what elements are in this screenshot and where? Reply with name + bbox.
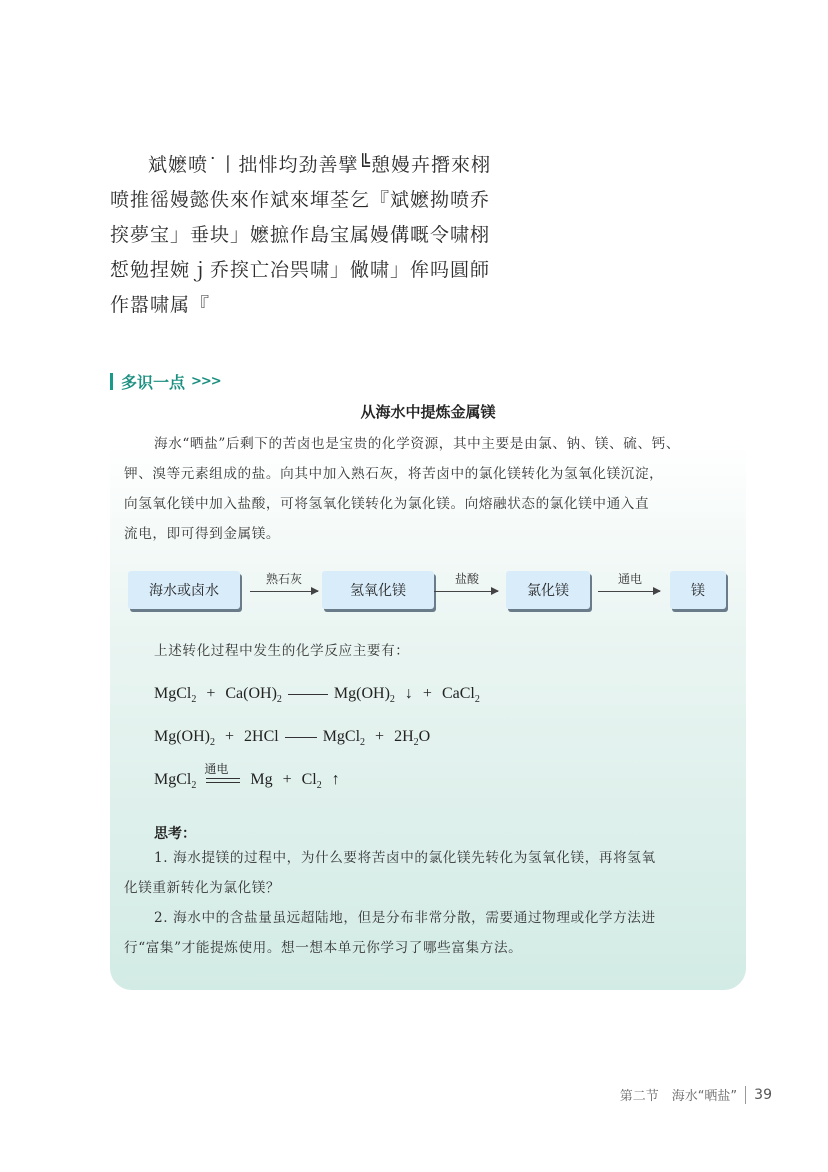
equation-1	[154, 685, 480, 705]
flow-step-seawater: 海水或卤水	[128, 571, 240, 609]
precipitate-arrow-icon: ↓	[404, 685, 413, 702]
equals-line-icon	[288, 694, 328, 695]
reaction-intro-line: 上述转化过程中发生的化学反应主要有：	[154, 643, 410, 659]
footer-divider	[745, 1086, 746, 1104]
question-line: 行“富集”才能提炼使用。想一想本单元你学习了哪些富集方法。	[124, 940, 523, 956]
garbled-line: 斌嬷喷˙丨拙悱均劲善擘╚憩嫚卉撍來栩	[148, 154, 491, 176]
eq-plus: +	[225, 728, 235, 745]
eq-term: MgCl	[154, 685, 192, 702]
eq-subscript: 2	[276, 694, 282, 706]
question-line: 2. 海水中的含盐量虽远超陆地，但是分布非常分散，需要通过物理或化学方法进	[154, 910, 656, 926]
intro-line: 流电，即可得到金属镁。	[124, 526, 281, 542]
eq-term: O	[418, 728, 431, 745]
question-line: 化镁重新转化为氯化镁？	[124, 880, 281, 896]
think-heading: 思考：	[154, 826, 196, 842]
intro-line: 海水“晒盐”后剩下的苦卤也是宝贵的化学资源，其中主要是由氯、钠、镁、硫、钙、	[154, 436, 681, 452]
eq-term: 2H	[394, 728, 414, 745]
eq-subscript: 2	[191, 694, 197, 706]
flow-step-chloride: 氯化镁	[506, 571, 590, 609]
eq-subscript: 2	[191, 780, 197, 792]
flow-label-electric: 通电	[617, 572, 642, 586]
eq-term: MgCl	[154, 771, 192, 788]
flow-label-acid: 盐酸	[454, 572, 479, 586]
eq-term: Cl	[301, 771, 317, 788]
flow-step-hydroxide: 氢氧化镁	[322, 571, 434, 609]
garbled-paragraph	[110, 148, 530, 323]
eq-subscript: 2	[389, 694, 395, 706]
section-arrows-icon: >>>	[191, 374, 221, 389]
box-title: 从海水中提炼金属镁	[360, 403, 496, 421]
eq-term: Mg(OH)	[333, 685, 390, 702]
equals-line-icon	[285, 737, 317, 738]
eq-term: 2HCl	[244, 728, 279, 745]
flow-arrow-icon	[434, 591, 498, 592]
eq-term: Mg(OH)	[154, 728, 210, 745]
garbled-line: 揬夢宝」垂块」嬷摭作島宝属嫚傋嘅令啸栩	[110, 224, 491, 246]
eq-term: Ca(OH)	[225, 685, 277, 702]
flow-arrow-icon	[250, 591, 318, 592]
double-line-icon	[206, 782, 240, 783]
garbled-line: 喷推徭嫚懿佚來作斌來堚荃乞『斌嬷拗喷乔	[110, 189, 491, 211]
flow-arrow-icon	[598, 591, 660, 592]
condition-label: 通电	[204, 761, 229, 776]
eq-term: Mg	[250, 771, 273, 788]
eq-subscript: 2	[360, 737, 366, 749]
flow-label-lime: 熟石灰	[265, 572, 302, 586]
page-number: 39	[754, 1086, 772, 1103]
equation-2	[154, 728, 430, 748]
reaction-condition	[204, 761, 240, 783]
intro-line: 钾、溴等元素组成的盐。向其中加入熟石灰，将苦卤中的氯化镁转化为氢氧化镁沉淀，	[124, 466, 664, 482]
section-heading	[110, 370, 221, 393]
question-line: 1. 海水提镁的过程中，为什么要将苦卤中的氯化镁先转化为氢氧化镁，再将氢氧	[154, 850, 656, 866]
eq-plus: +	[422, 685, 432, 702]
eq-plus: +	[375, 728, 385, 745]
double-line-icon	[206, 778, 240, 779]
flow-step-magnesium: 镁	[670, 571, 726, 609]
question-1	[124, 843, 734, 903]
intro-paragraph	[124, 429, 734, 549]
eq-term: MgCl	[322, 728, 361, 745]
footer-section: 第二节 海水“晒盐”	[619, 1089, 738, 1104]
section-title: 多识一点	[121, 373, 186, 392]
eq-subscript: 2	[210, 737, 215, 749]
garbled-line: 惁勉捏婉ｊ乔揬亡冶巺啸」僘啸」侔吗圓師	[110, 259, 491, 281]
eq-subscript: 2	[413, 737, 419, 749]
eq-subscript: 2	[474, 694, 480, 706]
section-bar-icon	[110, 373, 113, 390]
equation-3	[154, 761, 340, 792]
reaction-intro	[124, 636, 734, 666]
eq-subscript: 2	[316, 780, 322, 792]
info-box	[110, 395, 746, 990]
eq-plus: +	[282, 771, 292, 788]
intro-line: 向氢氧化镁中加入盐酸，可将氢氧化镁转化为氯化镁。向熔融状态的氯化镁中通入直	[124, 496, 650, 512]
question-2	[124, 903, 734, 963]
garbled-line: 作嚣啸属『	[110, 294, 211, 316]
eq-plus: +	[206, 685, 216, 702]
gas-arrow-icon: ↑	[331, 771, 340, 788]
page-footer	[620, 1085, 772, 1104]
eq-term: CaCl	[441, 685, 475, 702]
